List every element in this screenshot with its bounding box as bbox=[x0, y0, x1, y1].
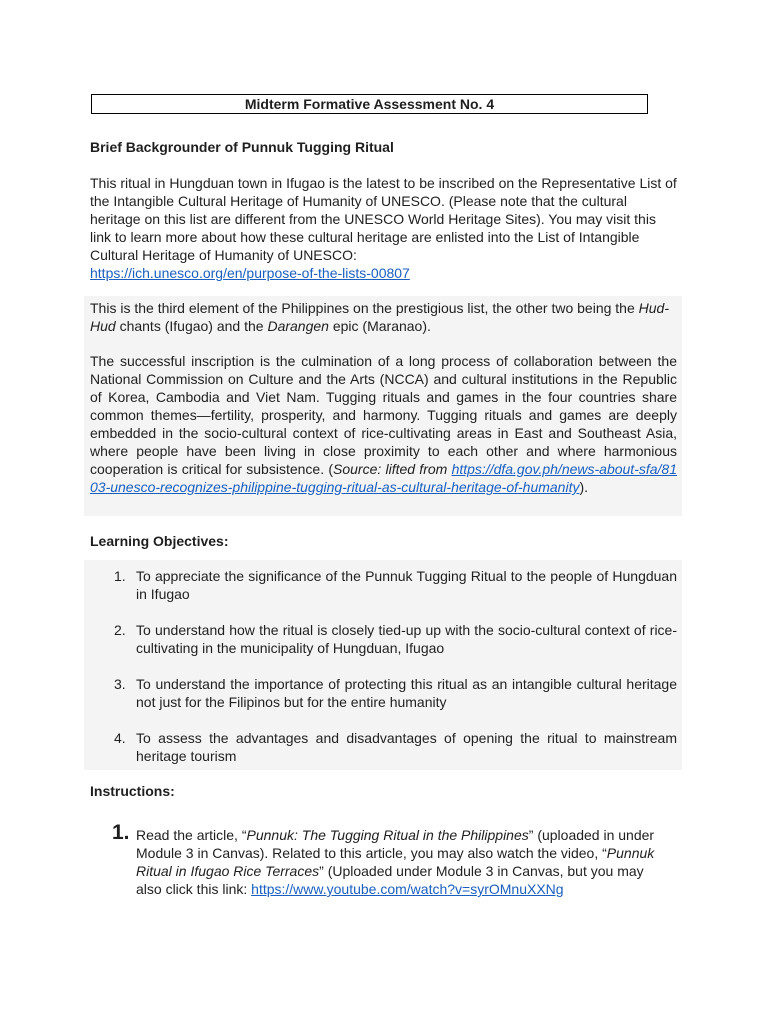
article-title-a: Punnuk bbox=[246, 827, 294, 843]
dfa-source-link[interactable]: https://dfa.gov.ph/news-about-sfa/8103-unesco-recognizes-philippine-tugging-ritual-as-cultural-heritage-of-humanity bbox=[90, 461, 677, 495]
objective-number: 2. bbox=[114, 622, 126, 638]
background-heading: Brief Backgrounder of Punnuk Tugging Ritual bbox=[90, 139, 394, 155]
background-paragraph-3 bbox=[90, 352, 677, 496]
instruction-text-b: ” (uploaded in under Module 3 in Canvas). Related to this article, you may also watch the video, “ bbox=[136, 827, 655, 861]
article-title-b: : The Tugging Ritual in the Philippines bbox=[293, 827, 529, 843]
objective-text: To appreciate the significance of the Punnuk Tugging Ritual to the people of Hungduan in Ifugao bbox=[136, 568, 677, 602]
background-paragraph-1 bbox=[90, 174, 677, 282]
darangen-term: Darangen bbox=[267, 318, 329, 334]
objective-text: To assess the advantages and disadvantages of opening the ritual to mainstream heritage tourism bbox=[136, 730, 677, 764]
instruction-text-a: Read the article, “ bbox=[136, 827, 247, 843]
hud-hud-term: Hud-Hud bbox=[90, 300, 670, 334]
instruction-text-c: ” (Uploaded under Module 3 in Canvas, but you may also click this link: bbox=[136, 863, 644, 897]
objective-item bbox=[114, 675, 677, 711]
objective-text: To understand the importance of protecting this ritual as an intangible cultural heritage not just for the Filipinos but for the entire humanity bbox=[136, 676, 677, 710]
paragraph-2-text-b: chants (Ifugao) and the bbox=[115, 318, 268, 334]
paragraph-3-text: The successful inscription is the culmination of a long process of collaboration between the National Commission on Culture and the Arts (NCCA) and cultural institutions in the Republic of Korea, Cambodia and Viet Nam. Tugging rituals and games in the four countries share common themes—fertility, prosperity, and harmony. Tugging rituals and games are deeply embedded in the socio-cultural context of rice-cultivating areas in East and Southeast Asia, where people have been living in close proximity to each other and where harmonious cooperation is critical for subsistence. ( bbox=[90, 353, 677, 477]
objective-number: 3. bbox=[114, 676, 126, 692]
instructions-heading: Instructions: bbox=[90, 783, 175, 799]
instruction-text bbox=[136, 826, 672, 898]
paragraph-2-text-a: This is the third element of the Philippines on the prestigious list, the other two being the bbox=[90, 300, 639, 316]
objective-item bbox=[114, 621, 677, 657]
objective-item bbox=[114, 567, 677, 603]
paragraph-1-text: This ritual in Hungduan town in Ifugao is the latest to be inscribed on the Representative List of the Intangible Cultural Heritage of Humanity of UNESCO. (Please note that the cultural heritage on this list are different from the UNESCO World Heritage Sites). You may visit this link to learn more about how these cultural heritage are enlisted into the List of Intangible Cultural Heritage of Humanity of UNESCO: bbox=[90, 175, 677, 263]
instruction-number: 1. bbox=[112, 821, 130, 844]
objective-number: 4. bbox=[114, 730, 126, 746]
video-title: Punnuk Ritual in Ifugao Rice Terraces bbox=[136, 845, 655, 879]
youtube-link[interactable]: https://www.youtube.com/watch?v=syrOMnuXXNg bbox=[251, 881, 564, 897]
paragraph-3-end: ). bbox=[579, 479, 589, 495]
objective-number: 1. bbox=[114, 568, 126, 584]
paragraph-2-text-c: epic (Maranao). bbox=[328, 318, 431, 334]
instruction-item bbox=[112, 821, 672, 898]
objective-item bbox=[114, 729, 677, 765]
unesco-lists-link[interactable]: https://ich.unesco.org/en/purpose-of-the-lists-00807 bbox=[90, 265, 410, 281]
objective-text: To understand how the ritual is closely tied-up up with the socio-cultural context of rice-cultivating in the municipality of Hungduan, Ifugao bbox=[136, 622, 677, 656]
page-title: Midterm Formative Assessment No. 4 bbox=[91, 94, 648, 114]
source-label: Source: lifted from bbox=[333, 461, 448, 477]
background-paragraph-2 bbox=[90, 299, 677, 335]
objectives-heading: Learning Objectives: bbox=[90, 533, 229, 549]
